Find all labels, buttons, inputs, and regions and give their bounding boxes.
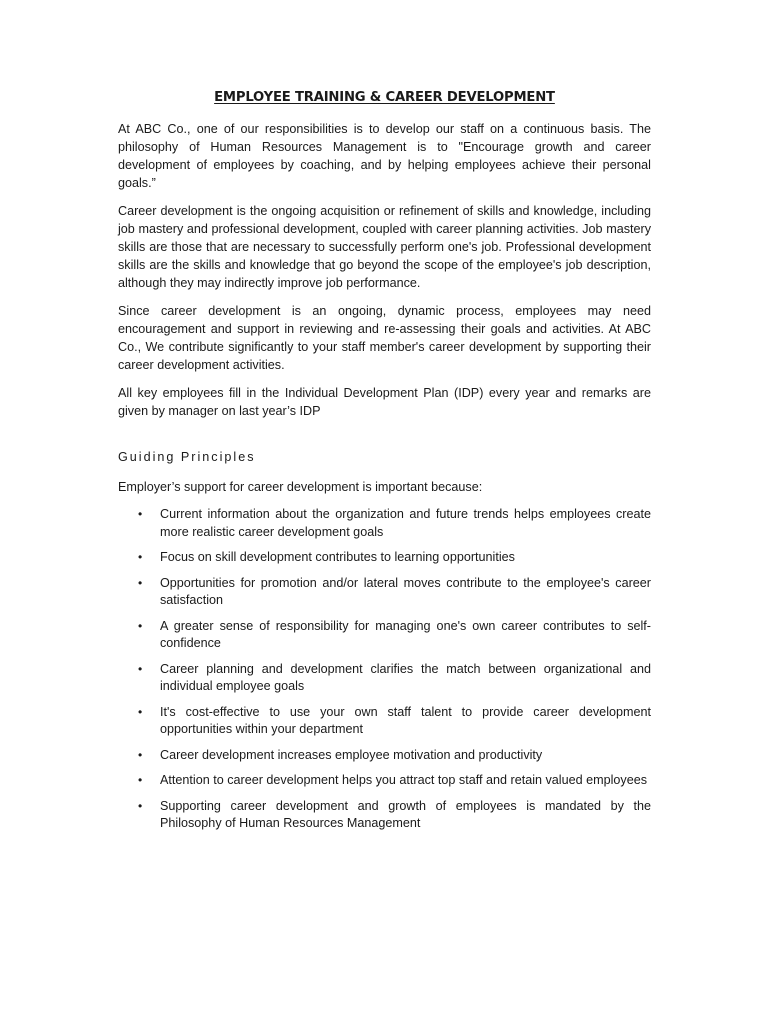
list-item-text: Career planning and development clarifies the match between organizational and individual employee goals [160, 661, 651, 693]
list-item-text: Focus on skill development contributes to learning opportunities [160, 550, 515, 564]
guiding-principles-list [118, 506, 651, 833]
list-item [118, 772, 651, 790]
list-item [118, 618, 651, 653]
list-item [118, 549, 651, 567]
bullet-icon: • [138, 773, 143, 787]
paragraph-ongoing-process: Since career development is an ongoing, dynamic process, employees may need encouragement and support in reviewing and re-assessing their goals and activities. At ABC Co., We contribute significantly to your staff member's career development by supporting their career development activities. [118, 304, 651, 372]
list-item-text: Opportunities for promotion and/or lateral moves contribute to the employee's career satisfaction [160, 575, 651, 607]
list-item-text: Career development increases employee motivation and productivity [160, 747, 543, 762]
document-page [118, 88, 651, 841]
guiding-principles-intro: Employer’s support for career development is important because: [118, 480, 483, 494]
bullet-icon: • [138, 507, 143, 521]
list-item [118, 575, 651, 610]
list-item [118, 747, 651, 765]
bullet-icon: • [138, 575, 143, 590]
list-item [118, 661, 651, 696]
bullet-icon: • [138, 704, 143, 719]
list-item-text: Current information about the organization and future trends helps employees create more realistic career development goals [160, 507, 651, 539]
bullet-icon: • [138, 747, 143, 762]
document-title: EMPLOYEE TRAINING & CAREER DEVELOPMENT [214, 90, 555, 105]
list-item [118, 506, 651, 541]
paragraph-career-development: Career development is the ongoing acquisition or refinement of skills and knowledge, including job mastery and professional development, coupled with career planning activities. Job mastery skills are those that are necessary to successfully perform one's job. Professional development skills are the skills and knowledge that go beyond the scope of the employee's job description, although they may indirectly improve job performance. [118, 204, 651, 290]
list-item-text: Supporting career development and growth of employees is mandated by the Philosophy of Human Resources Management [160, 798, 651, 830]
bullet-icon: • [138, 618, 143, 633]
bullet-icon: • [138, 798, 143, 813]
paragraph-idp: All key employees fill in the Individual Development Plan (IDP) every year and remarks are given by manager on last year’s IDP [118, 386, 651, 418]
bullet-icon: • [138, 661, 143, 676]
list-item-text: A greater sense of responsibility for managing one's own career contributes to self-confidence [160, 618, 651, 650]
paragraph-intro: At ABC Co., one of our responsibilities is to develop our staff on a continuous basis. The philosophy of Human Resources Management is to "Encourage growth and career development of employees by coaching, and by helping employees achieve their personal goals.” [118, 122, 651, 190]
list-item-text: It's cost-effective to use your own staff talent to provide career development opportunities within your department [160, 704, 651, 736]
bullet-icon: • [138, 550, 143, 564]
list-item [118, 798, 651, 833]
list-item [118, 704, 651, 739]
section-heading-guiding-principles: Guiding Principles [118, 450, 256, 464]
list-item-text: Attention to career development helps you attract top staff and retain valued employees [160, 773, 648, 787]
